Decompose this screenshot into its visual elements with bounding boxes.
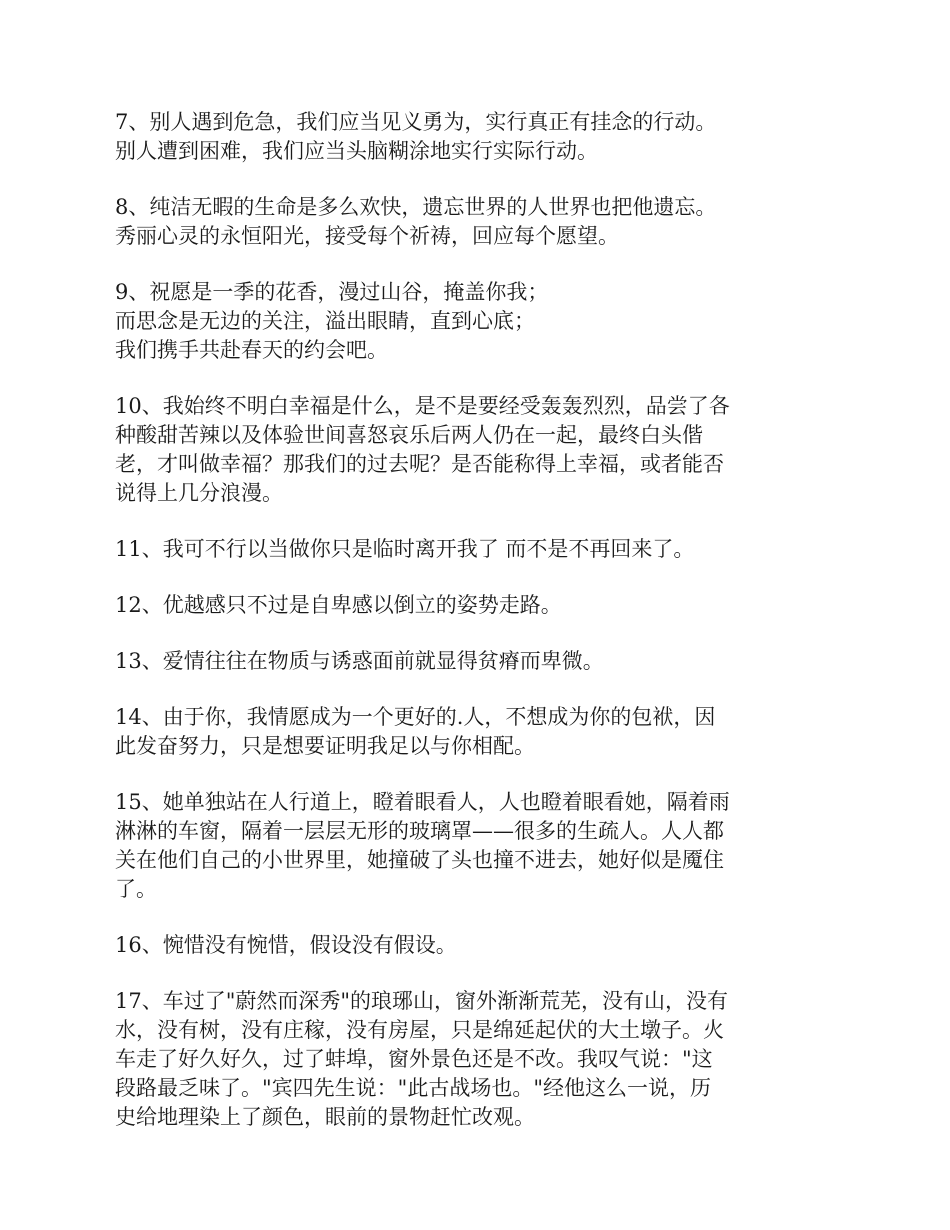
text-line: 16、惋惜没有惋惜，假设没有假设。 — [115, 933, 457, 957]
paragraph-13 — [115, 647, 845, 676]
text-line: 了。 — [115, 877, 157, 901]
text-line: 段路最乏味了。"宾四先生说："此古战场也。"经他这么一说，历 — [115, 1076, 711, 1100]
paragraph-17 — [115, 987, 845, 1132]
text-line: 10、我始终不明白幸福是什么，是不是要经受轰轰烈烈，品尝了各 — [115, 394, 730, 418]
text-line: 老，才叫做幸福？那我们的过去呢？是否能称得上幸福，或者能否 — [115, 452, 724, 476]
text-line: 而思念是无边的关注，溢出眼睛，直到心底； — [115, 309, 535, 333]
text-line: 种酸甜苦辣以及体验世间喜怒哀乐后两人仍在一起，最终白头偕 — [115, 423, 703, 447]
paragraph-10 — [115, 392, 845, 508]
paragraph-12 — [115, 591, 845, 620]
text-line: 此发奋努力，只是想要证明我足以与你相配。 — [115, 734, 535, 758]
text-line: 9、祝愿是一季的花香，漫过山谷，掩盖你我； — [115, 280, 549, 304]
text-line: 12、优越感只不过是自卑感以倒立的姿势走路。 — [115, 593, 562, 617]
text-line: 别人遭到困难，我们应当头脑糊涂地实行实际行动。 — [115, 139, 598, 163]
text-line: 15、她单独站在人行道上，瞪着眼看人，人也瞪着眼看她，隔着雨 — [115, 790, 730, 814]
document-body — [115, 108, 845, 1159]
text-line: 水，没有树，没有庄稼，没有房屋，只是绵延起伏的大土墩子。火 — [115, 1018, 724, 1042]
text-line: 我们携手共赴春天的约会吧。 — [115, 338, 388, 362]
text-line: 说得上几分浪漫。 — [115, 481, 283, 505]
text-line: 17、车过了"蔚然而深秀"的琅琊山，窗外渐渐荒芜，没有山，没有 — [115, 989, 729, 1013]
paragraph-15 — [115, 788, 845, 904]
paragraph-8 — [115, 193, 845, 251]
text-line: 14、由于你，我情愿成为一个更好的.人，不想成为你的包袱，因 — [115, 705, 716, 729]
text-line: 8、纯洁无暇的生命是多么欢快，遗忘世界的人世界也把他遗忘。 — [115, 195, 717, 219]
text-line: 史给地理染上了颜色，眼前的景物赶忙改观。 — [115, 1105, 535, 1129]
text-line: 淋淋的车窗，隔着一层层无形的玻璃罩——很多的生疏人。人人都 — [115, 819, 724, 843]
paragraph-7 — [115, 108, 845, 166]
paragraph-11 — [115, 535, 845, 564]
text-line: 秀丽心灵的永恒阳光，接受每个祈祷，回应每个愿望。 — [115, 224, 619, 248]
text-line: 13、爱情往往在物质与诱惑面前就显得贫瘠而卑微。 — [115, 649, 604, 673]
text-line: 关在他们自己的小世界里，她撞破了头也撞不进去，她好似是魇住 — [115, 848, 724, 872]
paragraph-14 — [115, 703, 845, 761]
text-line: 车走了好久好久，过了蚌埠，窗外景色还是不改。我叹气说："这 — [115, 1047, 713, 1071]
text-line: 7、别人遇到危急，我们应当见义勇为，实行真正有挂念的行动。 — [115, 110, 717, 134]
paragraph-16 — [115, 931, 845, 960]
text-line: 11、我可不行以当做你只是临时离开我了 而不是不再回来了。 — [115, 537, 695, 561]
paragraph-9 — [115, 278, 845, 365]
